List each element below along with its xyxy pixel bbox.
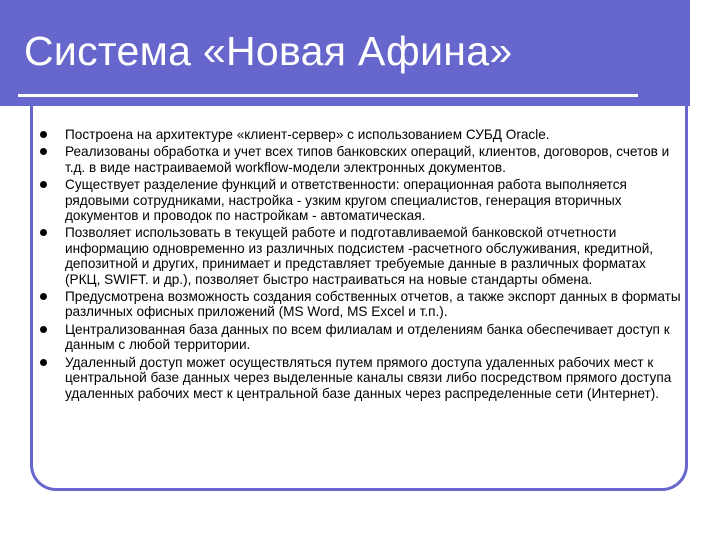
list-item [40,322,682,353]
list-item [40,289,682,320]
list-item [40,225,682,287]
title-band-edge-line [684,0,690,106]
bullet-icon [40,131,47,138]
slide-title: Система «Новая Афина» [24,28,513,74]
bullet-icon [40,181,47,188]
title-underline [18,94,638,97]
list-item [40,144,682,175]
list-item [40,177,682,223]
bullet-icon [40,359,47,366]
bullet-text: Централизованная база данных по всем филиалам и отделениям банка обеспечивает доступ к данным с любой территории. [65,321,670,353]
list-item [40,127,682,142]
bullet-icon [40,148,47,155]
bullet-text: Предусмотрена возможность создания собственных отчетов, а также экспорт данных в форматы различных офисных приложений (MS Word, MS Excel и т.п.). [65,289,681,320]
bullet-icon [40,326,47,333]
bullet-list [40,127,682,403]
bullet-text: Существует разделение функций и ответственности: операционная работа выполняется рядовыми сотрудниками, настройка - узким кругом специалистов, генерация вторичных документов и проводок по настройкам - автоматическая. [65,177,627,224]
bullet-text: Построена на архитектуре «клиент-сервер» с использованием СУБД Oracle. [65,127,550,142]
bullet-icon [40,229,47,236]
list-item [40,355,682,401]
bullet-icon [40,293,47,300]
bullet-text: Реализованы обработка и учет всех типов банковских операций, клиентов, договоров, счетов и т.д. в виде настраиваемой workflow-модели электронных документов. [65,144,670,175]
bullet-text: Удаленный доступ может осуществляться путем прямого доступа удаленных рабочих мест к центральной базе данных через выделенные каналы связи либо посредством прямого доступа удаленных рабочих мест к центральной базе данных через распределенные сети (Интернет). [65,354,672,401]
bullet-text: Позволяет использовать в текущей работе и подготавливаемой банковской отчетности информацию одновременно из различных подсистем -расчетного обслуживания, кредитной, депозитной и других, принимает и представляет требуемые данные в различных форматах (РКЦ, SWIFT. и др.), позволяет быстро настраиваться на новые стандарты обмена. [65,225,654,287]
title-band-edge [684,0,720,106]
